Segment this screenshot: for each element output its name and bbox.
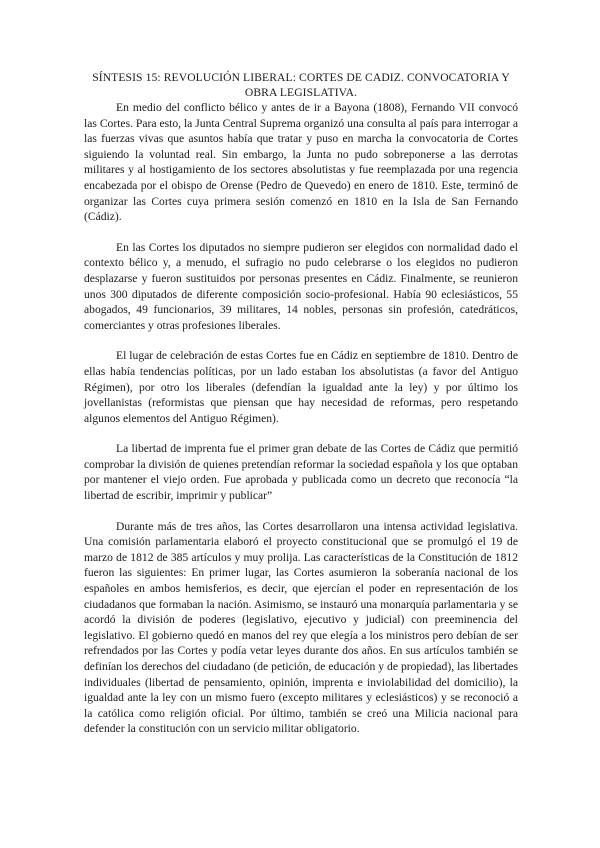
paragraph-convocatoria: En medio del conflicto bélico y antes de ir a Bayona (1808), Fernando VII convocó las Cortes. Para esto, la Junta Central Suprema organizó una consulta al país para interrogar a las fuerzas vivas que asuntos había que tratar y puso en marcha la convocatoria de Cortes siguiendo la voluntad real. Sin embargo, la Junta no pudo sobreponerse a las derrotas militares y al hostigamiento de los sectores absolutistas y fue reemplazada por una regencia encabezada por el obispo de Orense (Pedro de Quevedo) en enero de 1810. Este, terminó de organizar las Cortes cuya primera sesión comenzó en 1810 en la Isla de San Fernando (Cádiz). [84,101,518,224]
paragraph-libertad-imprenta: La libertad de imprenta fue el primer gran debate de las Cortes de Cádiz que permitió comprobar la división de quienes pretendían reformar la sociedad española y los que optaban por mantener el viejo orden. Fue aprobada y publicada como un decreto que reconocía “la libertad de escribir, imprimir y publicar” [84,442,518,503]
paragraph-diputados: En las Cortes los diputados no siempre pudieron ser elegidos con normalidad dado el contexto bélico y, a menudo, el sufragio no pudo celebrarse o los elegidos no pudieron desplazarse y fueron sustituidos por personas presentes en Cádiz. Finalmente, se reunieron unos 300 diputados de diferente composición socio-profesional. Había 90 eclesiásticos, 55 abogados, 49 funcionarios, 39 militares, 14 nobles, personas sin profesión, catedráticos, comerciantes y otras profesiones liberales. [84,240,518,332]
paragraph-tendencias: El lugar de celebración de estas Cortes fue en Cádiz en septiembre de 1810. Dentro de ellas había tendencias políticas, por un lado estaban los absolutistas (a favor del Antiguo Régimen), por otro los liberales (defendían la igualdad ante la ley) y por último los jovellanistas (reformistas que piensan que hay necesidad de reformas, pero respetando algunos elementos del Antiguo Régimen). [84,349,518,425]
paragraph-constitucion: Durante más de tres años, las Cortes desarrollaron una intensa actividad legislativa. Una comisión parlamentaria elaboró el proyecto constitucional que se promulgó el 19 de marzo de 1812 de 385 artículos y muy prolija. Las características de la Constitución de 1812 fueron las siguientes: En primer lugar, las Cortes asumieron la soberanía nacional de los españoles en ambos hemisferios, es decir, que ejercían el poder en representación de los ciudadanos que formaban la nación. Asimismo, se instauró una monarquía parlamentaria y se acordó la división de poderes (legislativo, ejecutivo y judicial) con preeminencia del legislativo. El gobierno quedó en manos del rey que elegía a los ministros pero debían de ser refrendados por las Cortes y podía vetar leyes durante dos años. En sus artículos también se definían los derechos del ciudadano (de petición, de educación y de propiedad), las libertades individuales (libertad de pensamiento, opinión, imprenta e inviolabilidad del domicilio), la igualdad ante la ley con un mismo fuero (excepto militares y eclesiásticos) y se reconoció a la católica como religión oficial. Por último, también se creó una Milicia nacional para defender la constitución con un servicio militar obligatorio. [84,519,518,736]
document-title: SÍNTESIS 15: REVOLUCIÓN LIBERAL: CORTES DE CADIZ. CONVOCATORIA Y OBRA LEGISLATIVA. [92,71,510,99]
